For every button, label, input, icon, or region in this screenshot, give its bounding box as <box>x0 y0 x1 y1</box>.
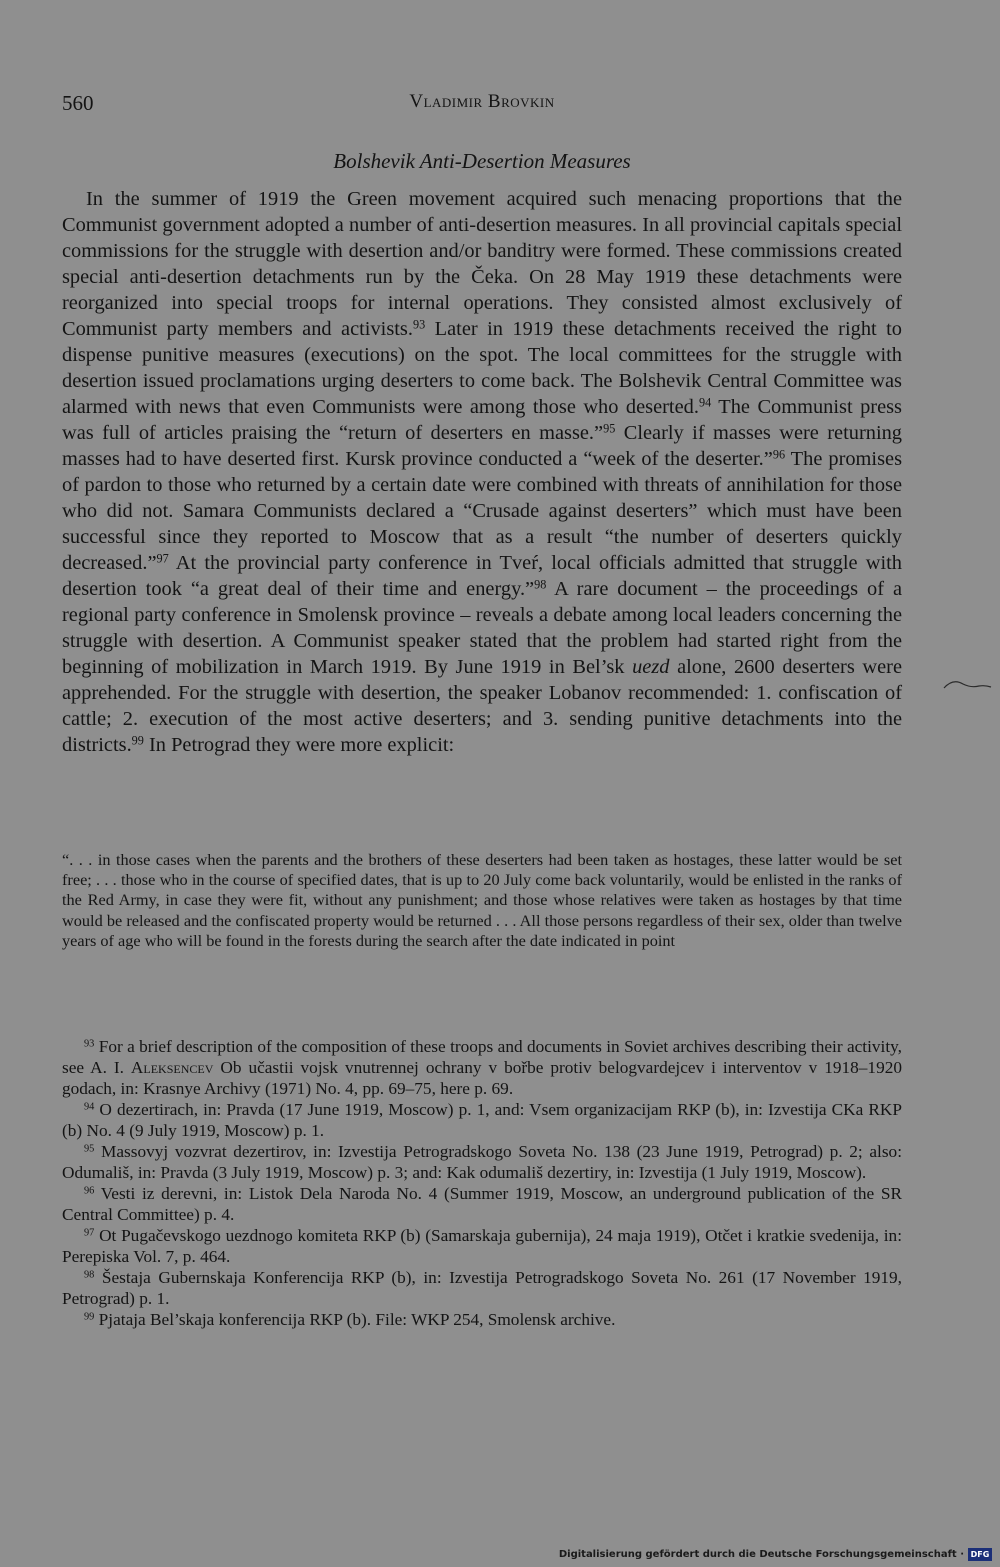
footnote-text: O dezertirach, in: Pravda (17 June 1919, Moscow) p. 1, and: Vsem organizacijam RKP (b), in: Izvestija CKa RKP (b) No. 4 (9 July 1919, Moscow) p. 1. <box>62 1100 902 1140</box>
footnote-ref-95: 95 <box>603 421 616 436</box>
body-sentence: In Petrograd they were more explicit: <box>143 734 455 756</box>
footnote-ref-94: 94 <box>698 395 712 410</box>
quote-text: “. . . in those cases when the parents and the brothers of these deserters had been taken as hostages, these latter would be set free; . . . those who in the course of specified dates, that is up to 20 July come back voluntarily, would be enlisted in the ranks of the Red Army, in case they were fit, without any punishment; and those whose relatives were taken as hostages by that time would be released and the confiscated property would be returned . . . All those persons regardless of their sex, older than twelve years of age who will be found in the forests during the search after the date indicated in point <box>62 850 902 950</box>
body-sentence: In the summer of 1919 the Green movement acquired such menacing proportions that the Communist government adopted a number of anti-desertion measures. In all provincial capitals special commissions for the struggle with desertion and/or banditry were formed. These commissions created special anti-desertion detachments run by the Čeka. On 28 May 1919 these detachments were reorganized into special troops for internal operations. They consisted almost exclusively of Communist party members and activists. <box>62 188 902 340</box>
footnote-text: Pjataja Bel’skaja konferencija RKP (b). File: WKP 254, Smolensk archive. <box>94 1310 616 1329</box>
footnote-text: Ob učastii vojsk vnutrennej ochrany v bořbe protiv belogvardejcev i interventov v 1918–1920 godach, in: Krasnye Archivy (1971) No. 4, pp. 69–75, here p. 69. <box>62 1058 902 1098</box>
page-number: 560 <box>62 91 94 115</box>
digitization-credit: Digitalisierung gefördert durch die Deutsche Forschungsgemeinschaft · <box>558 1549 964 1560</box>
footnote-ref-96: 96 <box>772 447 786 462</box>
italic-term: uezd <box>632 656 670 678</box>
footnote-number: 94 <box>84 1101 95 1113</box>
footnote-number: 99 <box>84 1311 95 1323</box>
footnote-number: 93 <box>84 1038 95 1050</box>
body-sentence: alone, 2600 deserters were apprehended. For the struggle with desertion, the speaker Lobanov recommended: 1. confiscation of cattle; 2. execution of the most active deserters; and 3. sending punitive detachments into the districts. <box>62 656 902 756</box>
footnote-text: Ot Pugačevskogo uezdnogo komiteta RKP (b) (Samarskaja gubernija), 24 maja 1919), Otčet i kratkie svedenija, in: Perepiska Vol. 7, p. 464. <box>62 1226 902 1266</box>
footnote-ref-97: 97 <box>156 551 169 566</box>
section-title: Bolshevik Anti-Desertion Measures <box>333 149 631 173</box>
footnote-97 <box>62 1225 902 1267</box>
author-name: Aleksencev <box>130 1058 214 1077</box>
body-sentence: The Communist press was full of articles praising the “return of deserters en masse.” <box>62 396 902 444</box>
page-header <box>62 91 902 125</box>
block-quote <box>62 850 902 951</box>
running-head: Vladimir Brovkin <box>409 91 555 112</box>
body-sentence: Clearly if masses were returning masses had to have deserted first. Kursk province conducted a “week of the deserter.” <box>62 422 902 470</box>
footnote-number: 95 <box>84 1143 95 1155</box>
body-sentence: The promises of pardon to those who returned by a certain date were combined with threats of annihilation for those who did not. Samara Communists declared a “Crusade against deserters” which must have been successful since they reported to Moscow that as a result “the number of deserters quickly decreased.” <box>62 448 902 574</box>
footnote-93 <box>62 1036 902 1099</box>
footnote-text: For a brief description of the composition of these troops and documents in Soviet archives describing their activity, see A. I. <box>62 1037 902 1077</box>
footnote-94 <box>62 1099 902 1141</box>
body-sentence: A rare document – the proceedings of a regional party conference in Smolensk province – reveals a debate among local leaders concerning the struggle with desertion. A Communist speaker stated that the problem had started right from the beginning of mobilization in March 1919. By June 1919 in Bel’sk <box>62 578 902 678</box>
footnote-95 <box>62 1141 902 1183</box>
footnote-ref-93: 93 <box>412 317 426 332</box>
body-text <box>62 186 902 758</box>
footnote-98 <box>62 1267 902 1309</box>
dfg-logo: DFG <box>968 1548 992 1561</box>
footnote-number: 96 <box>84 1185 95 1197</box>
footnote-number: 97 <box>84 1227 95 1239</box>
footnote-text: Vesti iz derevni, in: Listok Dela Naroda No. 4 (Summer 1919, Moscow, an underground publication of the SR Central Committee) p. 4. <box>62 1184 902 1224</box>
footnote-text: Massovyj vozvrat dezertirov, in: Izvestija Petrogradskogo Soveta No. 138 (23 June 1919, Petrograd) p. 2; also: Odumališ, in: Pravda (3 July 1919, Moscow) p. 3; and: Kak odumališ dezertiry, in: Izvestija (1 July 1919, Moscow). <box>62 1142 902 1182</box>
footnote-ref-98: 98 <box>534 577 547 592</box>
footnote-text: Šestaja Gubernskaja Konferencija RKP (b), in: Izvestija Petrogradskogo Soveta No. 261 (17 November 1919, Petrograd) p. 1. <box>62 1268 902 1308</box>
footnotes <box>62 1036 902 1330</box>
footnote-number: 98 <box>84 1269 95 1281</box>
margin-pencil-mark <box>943 676 993 696</box>
body-sentence: At the provincial party conference in Tveŕ, local officials admitted that struggle with desertion took “a great deal of their time and energy.” <box>62 552 902 600</box>
body-sentence: Later in 1919 these detachments received the right to dispense punitive measures (executions) on the spot. The local committees for the struggle with desertion issued proclamations urging deserters to come back. The Bolshevik Central Committee was alarmed with news that even Communists were among those who deserted. <box>62 318 903 418</box>
footnote-ref-99: 99 <box>131 733 144 748</box>
footnote-99 <box>62 1309 902 1330</box>
footnote-96 <box>62 1183 902 1225</box>
body-paragraph <box>62 186 902 758</box>
